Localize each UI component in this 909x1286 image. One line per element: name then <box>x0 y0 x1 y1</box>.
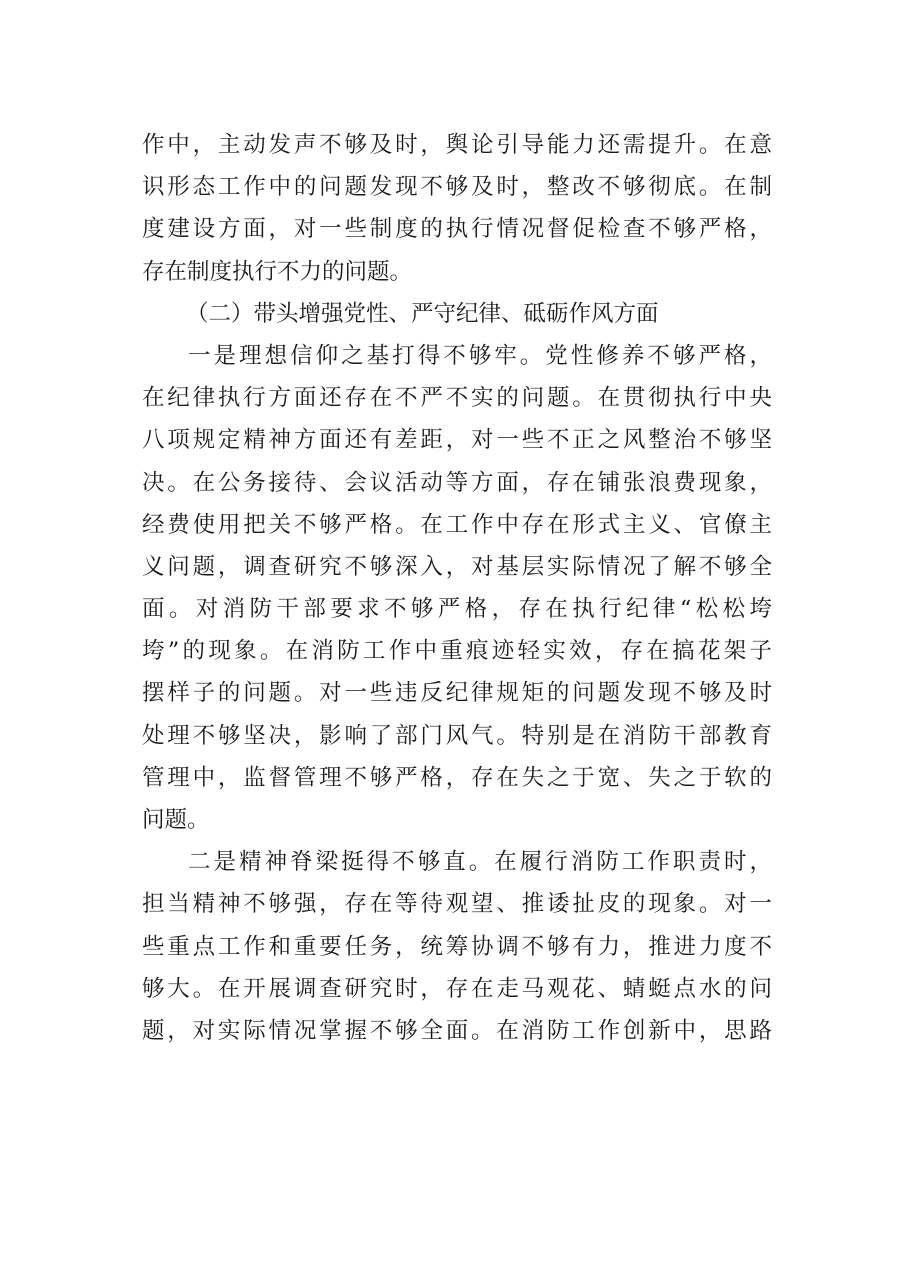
text-line: 垮”的现象。在消防工作中重痕迹轻实效，存在搞花架子 <box>142 638 772 665</box>
text-line: 够大。在开展调查研究时，存在走马观花、蜻蜓点水的问 <box>142 975 772 1002</box>
text-line: 作中，主动发声不够及时，舆论引导能力还需提升。在意 <box>142 132 772 158</box>
text-line: 经费使用把关不够严格。在工作中存在形式主义、官僚主 <box>142 511 772 538</box>
text-line: 摆样子的问题。对一些违反纪律规矩的问题发现不够及时 <box>142 680 772 707</box>
text-line: 决。在公务接待、会议活动等方面，存在铺张浪费现象， <box>142 469 772 496</box>
text-line: 度建设方面，对一些制度的执行情况督促检查不够严格， <box>142 216 772 243</box>
document-body <box>142 124 772 1052</box>
text-line: 担当精神不够强，存在等待观望、推诿扯皮的现象。对一 <box>142 891 772 918</box>
text-line: 在纪律执行方面还存在不严不实的问题。在贯彻执行中央 <box>142 385 772 412</box>
text-line: 些重点工作和重要任务，统筹协调不够有力，推进力度不 <box>142 933 772 960</box>
text-line: 管理中，监督管理不够严格，存在失之于宽、失之于软的 <box>142 764 772 791</box>
text-line: 问题。 <box>142 807 210 833</box>
text-line: 八项规定精神方面还有差距，对一些不正之风整治不够坚 <box>142 427 772 454</box>
section-heading: （二）带头增强党性、严守纪律、砥砺作风方面 <box>186 300 659 327</box>
text-line: 面。对消防干部要求不够严格，存在执行纪律“松松垮 <box>142 596 772 623</box>
text-line: 义问题，调查研究不够深入，对基层实际情况了解不够全 <box>142 553 772 580</box>
paragraph-start-line: 二是精神脊梁挺得不够直。在履行消防工作职责时， <box>188 849 772 876</box>
text-line: 识形态工作中的问题发现不够及时，整改不够彻底。在制 <box>142 174 772 201</box>
text-line: 题，对实际情况掌握不够全面。在消防工作创新中，思路 <box>142 1017 772 1044</box>
text-line: 处理不够坚决，影响了部门风气。特别是在消防干部教育 <box>142 722 772 749</box>
paragraph-start-line: 一是理想信仰之基打得不够牢。党性修养不够严格， <box>188 342 772 369</box>
text-line: 存在制度执行不力的问题。 <box>142 258 413 285</box>
